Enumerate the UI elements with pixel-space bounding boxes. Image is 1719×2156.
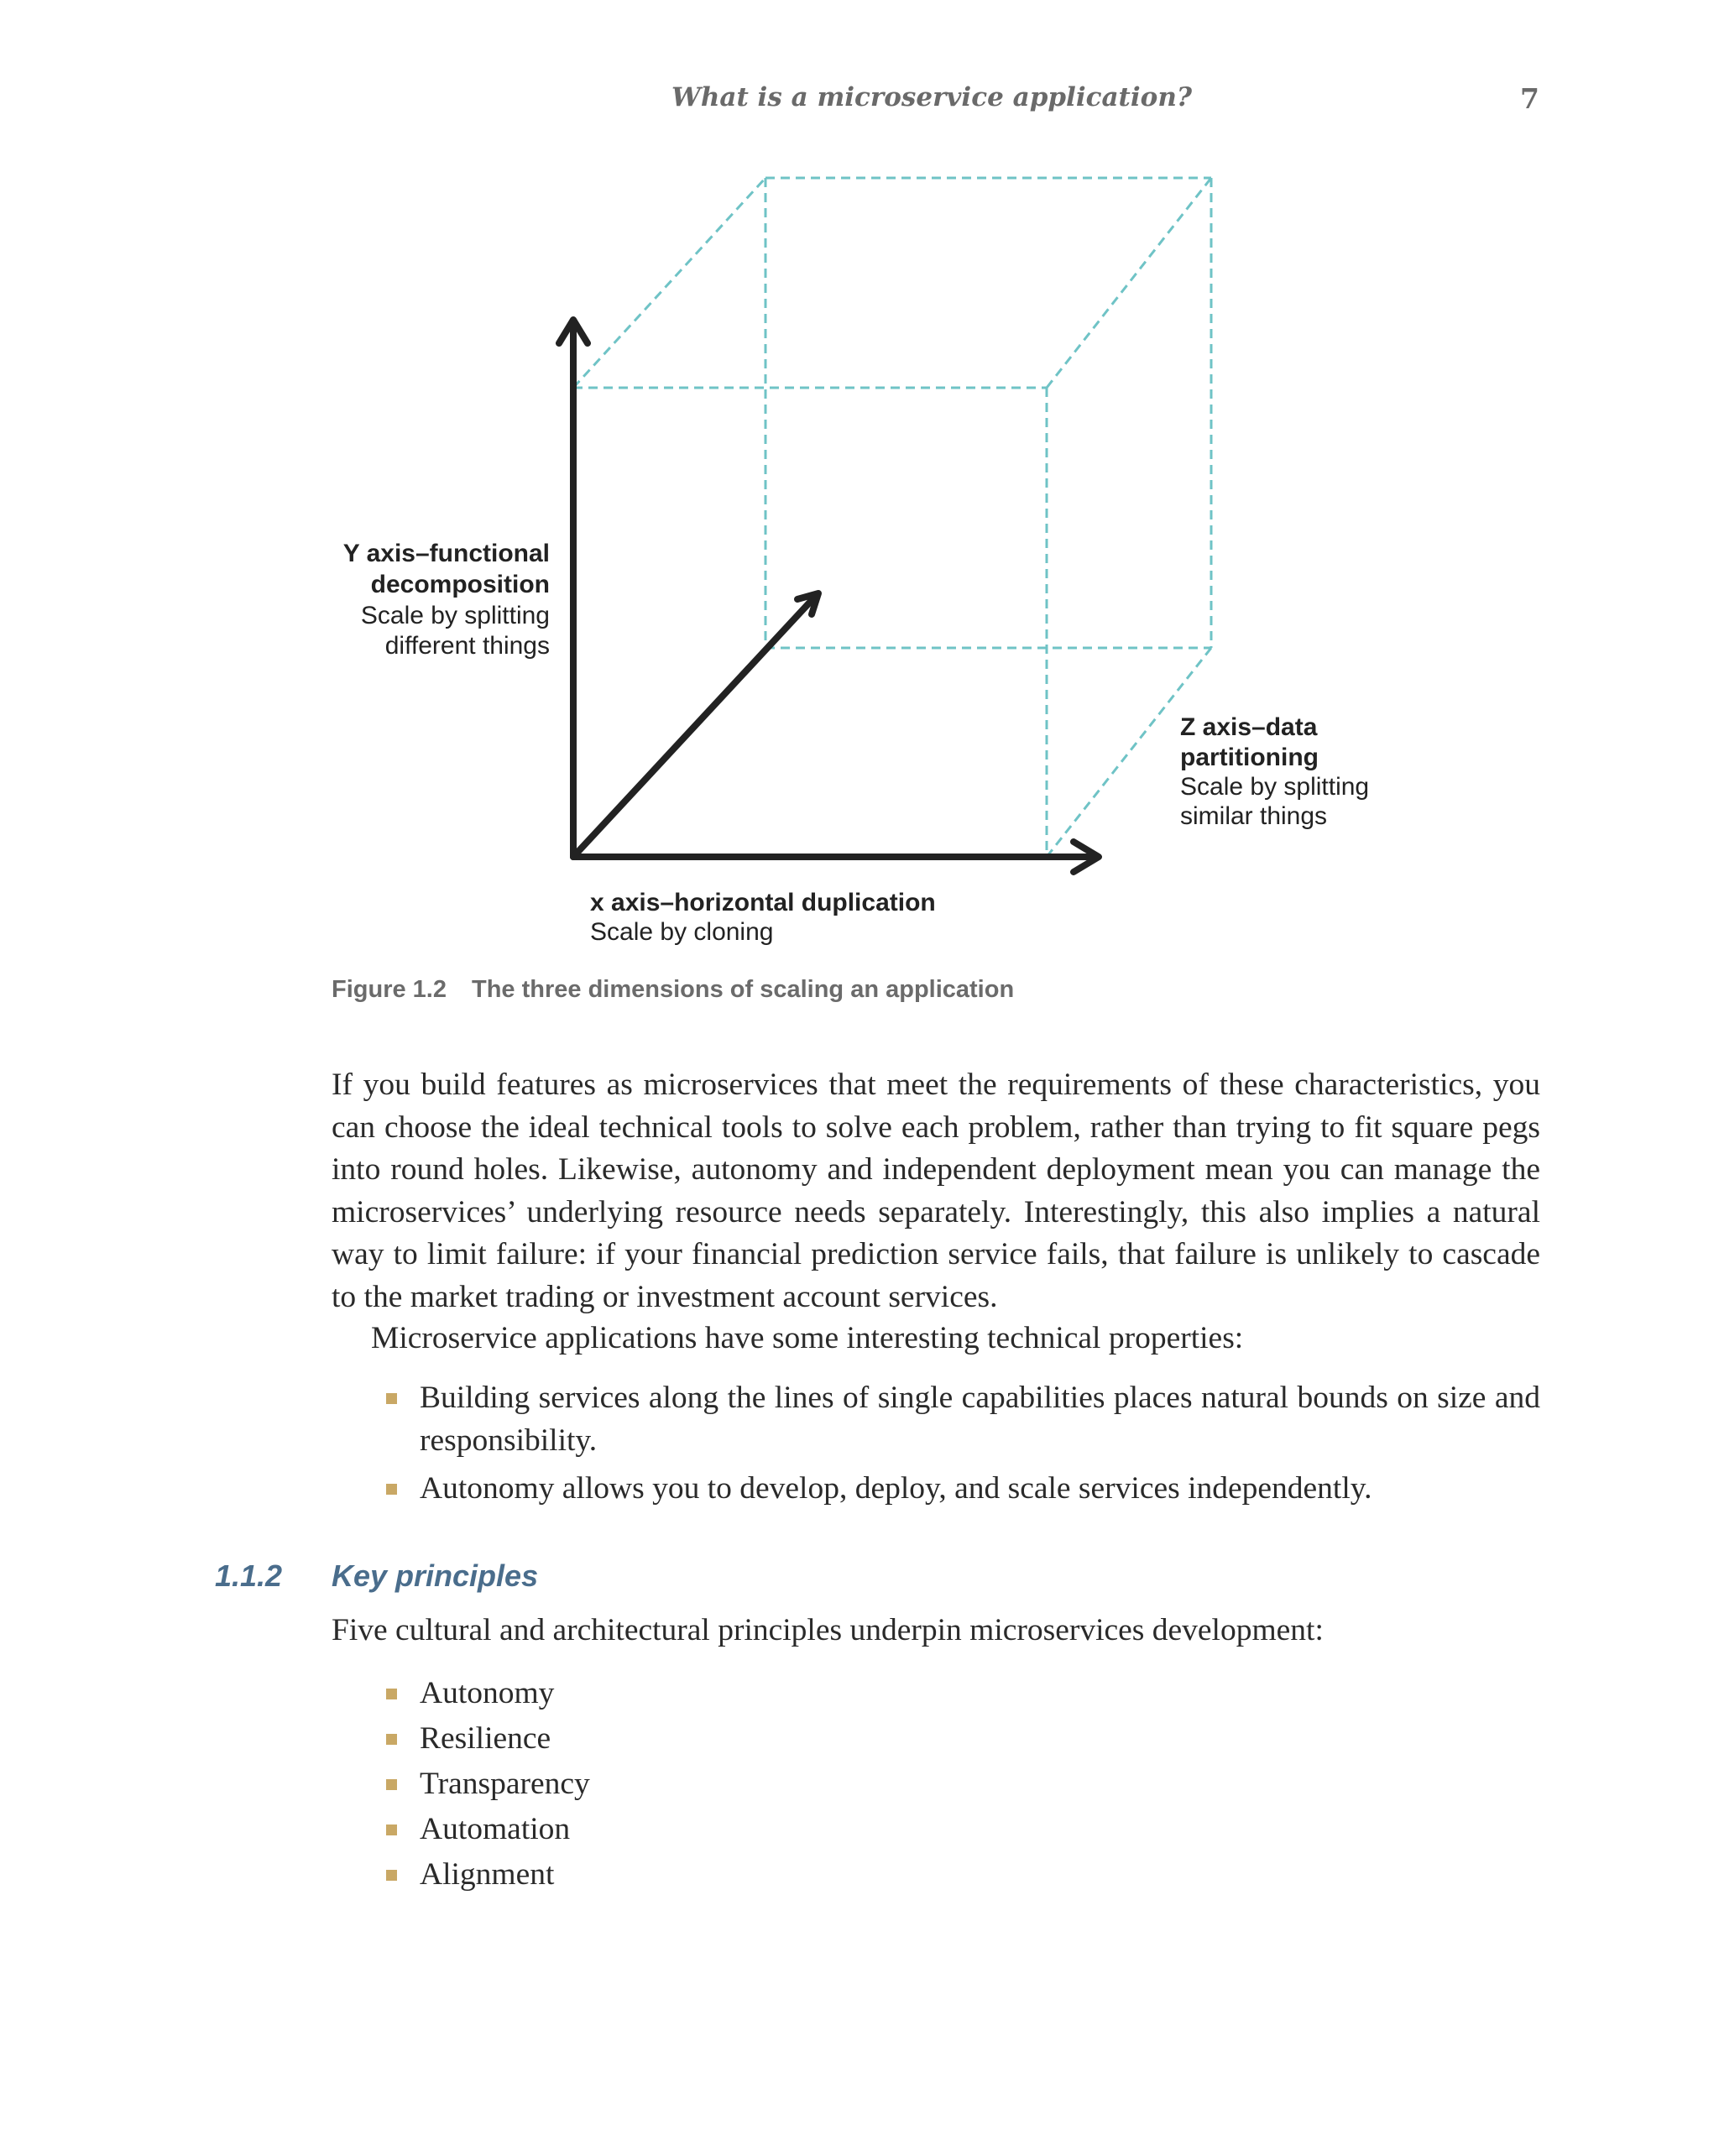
z-axis-line [573,598,814,857]
list-item [332,1377,1540,1462]
running-title: What is a microservice application? [671,82,1193,112]
x-axis-title: x axis–horizontal duplication [590,889,936,916]
figure-caption-text: The three dimensions of scaling an application [472,976,1015,1003]
figure-caption [332,976,1014,1004]
figure-caption-label: Figure 1.2 [332,976,447,1003]
y-axis-title-line1: Y axis–functional [342,540,550,567]
list-item [332,1671,1171,1716]
z-axis-desc-line2: similar things [1180,802,1328,830]
z-axis-title-line1: Z axis–data [1180,713,1318,741]
list-item [332,1762,1171,1807]
square-bullet-icon [386,1393,397,1404]
list-item-text: Automation [420,1812,571,1846]
scaling-cube-diagram [0,0,1719,974]
list-item [332,1807,1171,1852]
square-bullet-icon [386,1734,397,1745]
section-intro-paragraph: Five cultural and architectural principles underpin microservices development: [332,1613,1324,1647]
section-heading: Key principles [332,1558,539,1593]
y-axis-desc-line1: Scale by splitting [360,602,550,629]
list-item-text: Autonomy [420,1676,555,1710]
list-item [332,1852,1171,1898]
square-bullet-icon [386,1870,397,1881]
y-axis-desc-line2: different things [384,632,550,660]
square-bullet-icon [386,1484,397,1495]
y-axis-title-line2: decomposition [370,571,550,598]
body-paragraph: If you build features as microservices that meet the requirements of these characteristics, you can choose the ideal technical tools to solve each problem, rather than trying to fit square pegs into round holes. Likewise, autonomy and independent deployment mean you can manage the microservices’ underlying resource needs separately. Interestingly, this also implies a natural way to limit failure: if your financial prediction service fails, that failure is unlikely to cascade to the market trading or investment account services. [332,1068,1540,1314]
square-bullet-icon [386,1689,397,1699]
z-axis-desc-line1: Scale by splitting [1180,773,1370,801]
list-item-text: Building services along the lines of single capabilities places natural bounds on size and responsibility. [420,1381,1540,1458]
list-item-text: Alignment [420,1857,555,1892]
list-item-text: Autonomy allows you to develop, deploy, and scale services independently. [420,1471,1372,1506]
cube-edge-diag-top-right [1047,178,1211,388]
principles-list [332,1671,1171,1898]
cube-edge-diag-top-left [573,178,765,388]
x-axis-desc: Scale by cloning [590,918,774,946]
section-number: 1.1.2 [215,1558,283,1593]
list-item-text: Transparency [420,1767,590,1801]
body-paragraph-indented: Microservice applications have some interesting technical properties: [371,1321,1244,1355]
axes-group [559,320,1099,872]
list-item-text: Resilience [420,1721,551,1756]
properties-list [332,1377,1540,1517]
square-bullet-icon [386,1779,397,1790]
z-axis-title-line2: partitioning [1180,744,1319,771]
list-item [332,1716,1171,1762]
square-bullet-icon [386,1825,397,1835]
page-number: 7 [1520,82,1539,115]
list-item [332,1468,1540,1511]
